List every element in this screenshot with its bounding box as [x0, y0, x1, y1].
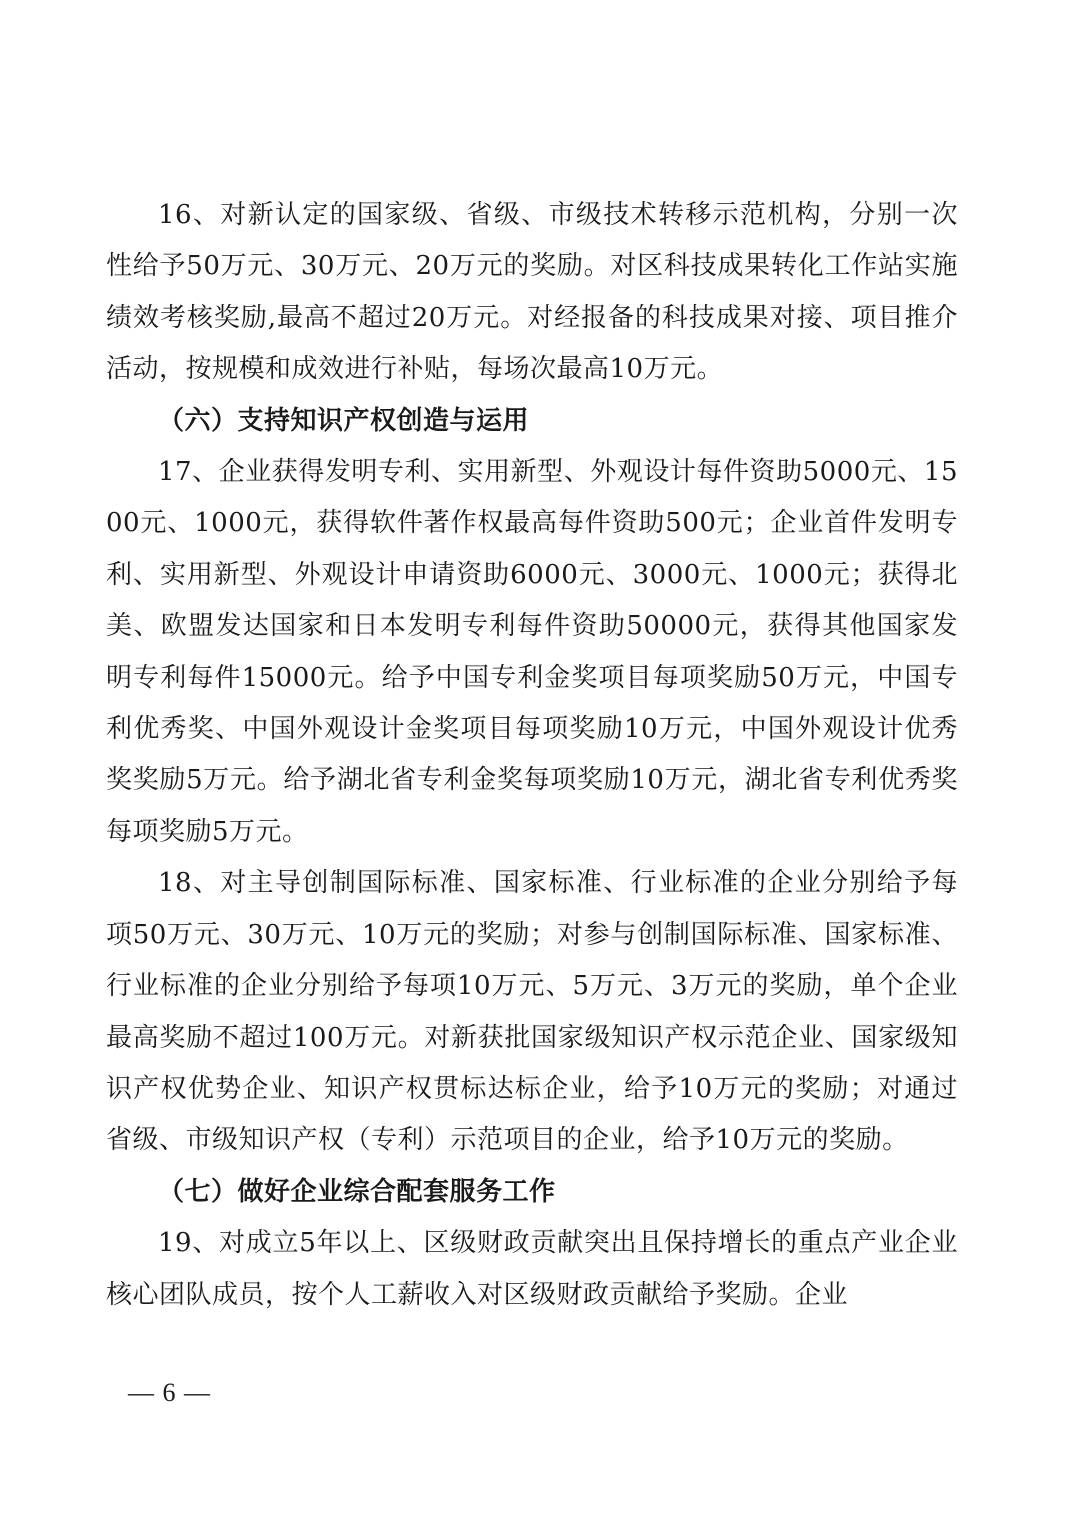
paragraph-16: 16、对新认定的国家级、省级、市级技术转移示范机构，分别一次性给予50万元、30万元、20万元的奖励。对区科技成果转化工作站实施绩效考核奖励,最高不超过20万元。对经报备的科技成果对接、项目推介活动，按规模和成效进行补贴，每场次最高10万元。 — [106, 200, 958, 385]
document-body — [106, 190, 958, 1321]
paragraph-17: 17、企业获得发明专利、实用新型、外观设计每件资助5000元、1500元、1000元，获得软件著作权最高每件资助500元；企业首件发明专利、实用新型、外观设计申请资助6000元、3000元、1000元；获得北美、欧盟发达国家和日本发明专利每件资助50000元，获得其他国家发明专利每件15000元。给予中国专利金奖项目每项奖励50万元，中国专利优秀奖、中国外观设计金奖项目每项奖励10万元，中国外观设计优秀奖奖励5万元。给予湖北省专利金奖每项奖励10万元，湖北省专利优秀奖每项奖励5万元。 — [106, 457, 958, 847]
section-heading-7: （七）做好企业综合配套服务工作 — [158, 1176, 556, 1207]
section-heading-6: （六）支持知识产权创造与运用 — [158, 405, 530, 436]
page-number: — 6 — — [128, 1378, 211, 1407]
paragraph-18: 18、对主导创制国际标准、国家标准、行业标准的企业分别给予每项50万元、30万元、10万元的奖励；对参与创制国际标准、国家标准、行业标准的企业分别给予每项10万元、5万元、3万元的奖励，单个企业最高奖励不超过100万元。对新获批国家级知识产权示范企业、国家级知识产权优势企业、知识产权贯标达标企业，给予10万元的奖励；对通过省级、市级知识产权（专利）示范项目的企业，给予10万元的奖励。 — [106, 868, 958, 1156]
paragraph-19: 19、对成立5年以上、区级财政贡献突出且保持增长的重点产业企业核心团队成员，按个人工薪收入对区级财政贡献给予奖励。企业 — [106, 1228, 958, 1310]
